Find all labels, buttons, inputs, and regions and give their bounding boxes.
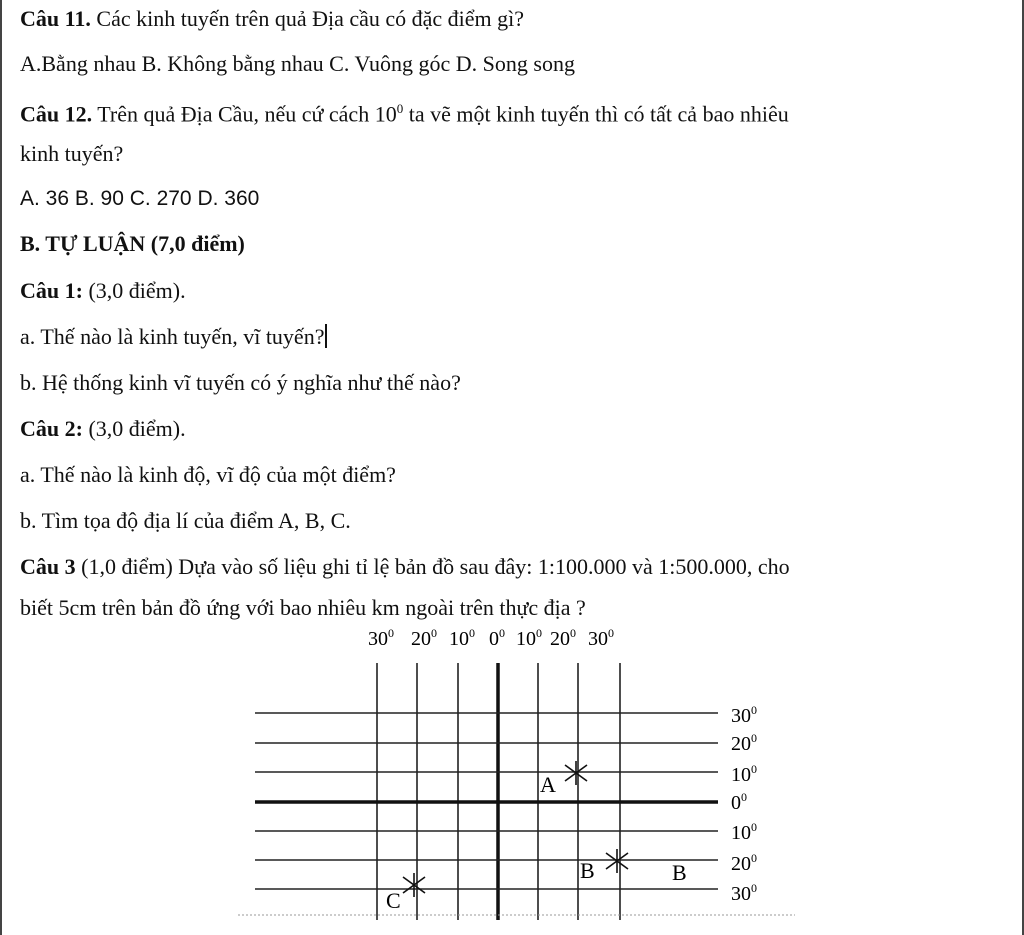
point-b-label-2: B xyxy=(672,860,687,885)
c2-points: (3,0 điểm). xyxy=(82,416,186,441)
lon-label-10e: $10^0$ xyxy=(516,626,542,650)
point-a-label: A xyxy=(540,772,556,797)
c1-b: b. Hệ thống kinh vĩ tuyến có ý nghĩa như thế nào? xyxy=(20,370,461,395)
q11-label: Câu 11. xyxy=(20,6,91,31)
c3-text-1: (1,0 điểm) Dựa vào số liệu ghi tỉ lệ bản đồ sau đây: 1:100.000 và 1:500.000, cho xyxy=(75,554,790,579)
lat-label-30s: $30^0$ xyxy=(731,881,757,905)
q12-line2: kinh tuyến? xyxy=(20,141,124,166)
lon-label-0: $0^0$ xyxy=(489,626,505,650)
lat-label-30n: $30^0$ xyxy=(731,703,757,727)
point-b-marker xyxy=(606,849,628,873)
lon-label-30w: $30^0$ xyxy=(368,626,394,650)
c3-line2: biết 5cm trên bản đồ ứng với bao nhiêu km ngoài trên thực địa ? xyxy=(20,595,586,620)
lat-label-10s: $10^0$ xyxy=(731,820,757,844)
c1-a: a. Thế nào là kinh tuyến, vĩ tuyến? xyxy=(20,324,325,349)
lat-label-0: $0^0$ xyxy=(731,790,747,814)
lon-label-20w: $20^0$ xyxy=(411,626,437,650)
q12-text-1: Trên quả Địa Cầu, nếu cứ cách 10 xyxy=(92,101,397,127)
c2-b: b. Tìm tọa độ địa lí của điểm A, B, C. xyxy=(20,508,351,533)
q11-options: A.Bằng nhau B. Không bằng nhau C. Vuông góc D. Song song xyxy=(20,51,575,76)
lat-label-10n: $10^0$ xyxy=(731,762,757,786)
c2-label: Câu 2: xyxy=(20,416,83,441)
point-a-marker xyxy=(565,761,587,785)
c2-a: a. Thế nào là kinh độ, vĩ độ của một điểm? xyxy=(20,462,396,487)
q11-text: Các kinh tuyến trên quả Địa cầu có đặc điểm gì? xyxy=(90,6,525,31)
c3-label: Câu 3 xyxy=(20,554,76,579)
lon-label-30e: $30^0$ xyxy=(588,626,614,650)
lon-label-20e: $20^0$ xyxy=(550,626,576,650)
lat-label-20n: $20^0$ xyxy=(731,731,757,755)
lon-label-10w: $10^0$ xyxy=(449,626,475,650)
q12-text-1b: ta vẽ một kinh tuyến thì có tất cả bao nhiêu xyxy=(403,101,789,127)
section-b-title: B. TỰ LUẬN (7,0 điểm) xyxy=(20,231,245,256)
c1-label: Câu 1: xyxy=(20,278,83,303)
q12-degree: 0 xyxy=(396,101,404,116)
point-b-label: B xyxy=(580,858,595,883)
lat-label-20s: $20^0$ xyxy=(731,851,757,875)
point-c-marker xyxy=(403,873,425,897)
q12-label: Câu 12. xyxy=(20,101,93,127)
c1-points: (3,0 điểm). xyxy=(82,278,186,303)
point-c-label: C xyxy=(386,888,401,913)
q12-options: A. 36 B. 90 C. 270 D. 360 xyxy=(20,187,260,210)
